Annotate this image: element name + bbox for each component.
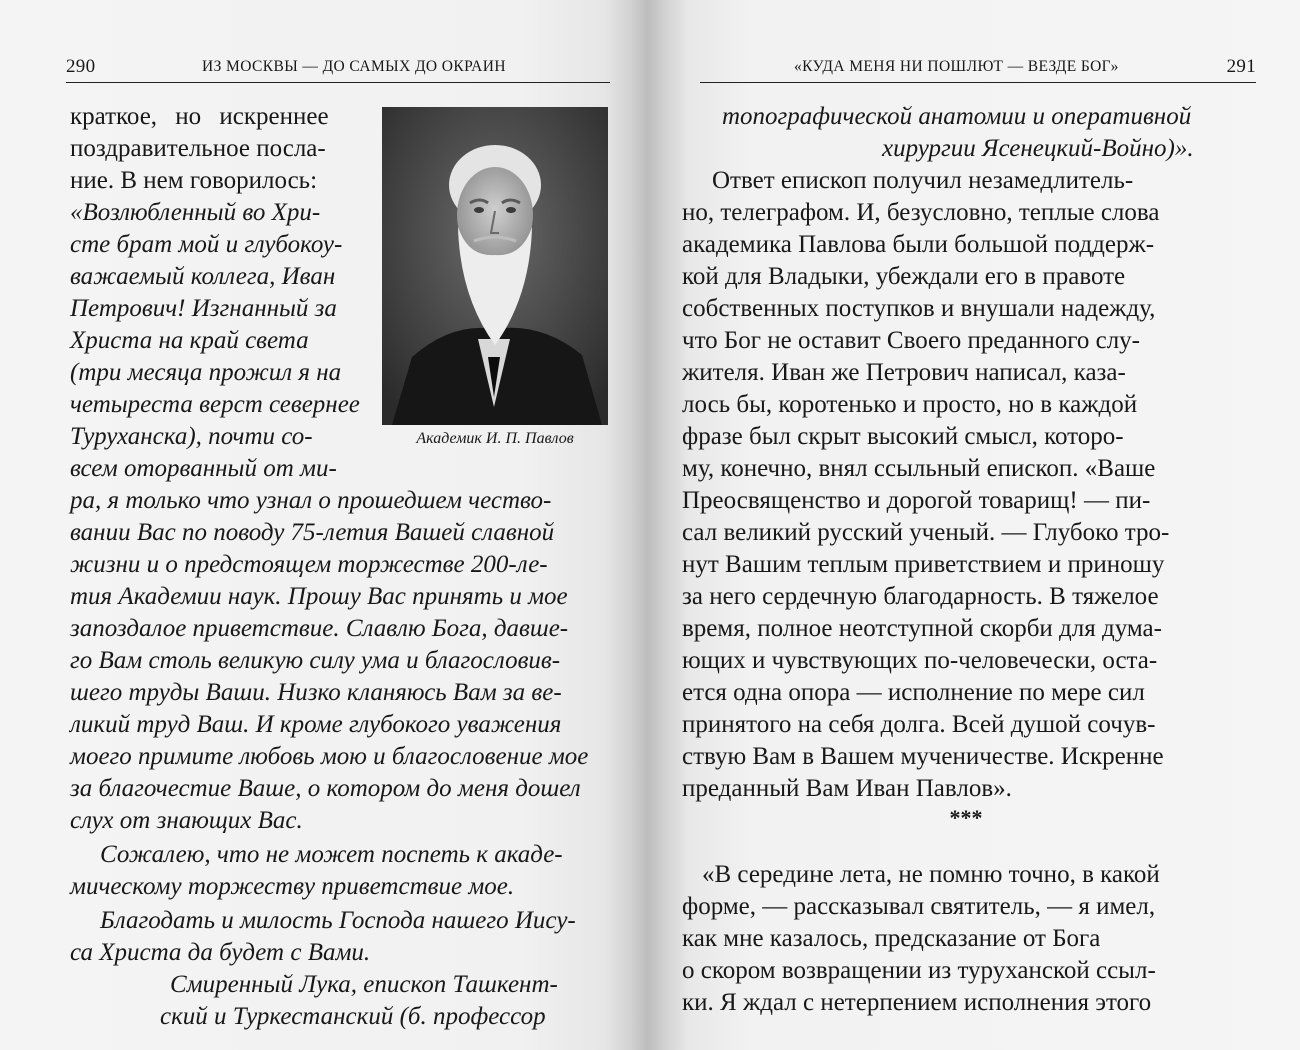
text-line: Петрович! Изгнанный за: [70, 295, 337, 322]
right-page-header: [700, 56, 1256, 83]
text-line: го Вам столь великую силу ума и благословив-: [70, 647, 561, 674]
text-line: жизни и о предстоящем торжестве 200-ле-: [70, 551, 548, 578]
text-line: но, телеграфом. И, безусловно, теплые слова: [682, 199, 1160, 226]
text-line: что Бог не оставит Своего преданного слу-: [682, 327, 1140, 354]
text-line: са Христа да будет с Вами.: [70, 939, 371, 966]
text-line: о скором возвращении из туруханской ссыл-: [682, 957, 1156, 984]
text-line: слух от знающих Вас.: [70, 807, 303, 834]
text-line: «В середине лета, не помню точно, в какой: [702, 861, 1160, 888]
text-line: Преосвященство и дорогой товарищ! — пи-: [682, 487, 1151, 514]
text-line: ки. Я ждал с нетерпением исполнения этого: [682, 989, 1152, 1016]
text-line: му, конечно, внял ссыльный епископ. «Ваше: [682, 455, 1156, 482]
text-line: преданный Вам Иван Павлов».: [682, 775, 1012, 802]
text-line: краткое, но искреннее: [70, 103, 329, 130]
portrait-illustration: [382, 107, 608, 425]
text-line: жителя. Иван же Петрович написал, каза-: [682, 359, 1126, 386]
text-line: запоздалое приветствие. Славлю Бога, давше-: [70, 615, 569, 642]
text-line: Благодать и милость Господа нашего Иису-: [100, 907, 576, 934]
text-line: ра, я только что узнал о прошедшем чество-: [70, 487, 552, 514]
text-line: Ответ епископ получил незамедлитель-: [712, 167, 1134, 194]
text-line: собственных поступков и внушали надежду,: [682, 295, 1156, 322]
text-line: ский и Туркестанский (б. профессор: [160, 1003, 546, 1030]
portrait-photo: [382, 107, 608, 425]
text-line: (три месяца прожил я на: [70, 359, 342, 386]
text-line: ющих и чувствующих по-человечески, оста-: [682, 647, 1158, 674]
text-line: Сожалею, что не может поспеть к акаде-: [100, 841, 563, 868]
text-line: принятого на себя долга. Всей душой сочув-: [682, 711, 1156, 738]
text-line: ликий труд Ваш. И кроме глубокого уважения: [70, 711, 562, 738]
text-line: нут Вашим теплым приветствием и приношу: [682, 551, 1165, 578]
text-line: сте брат мой и глубокоу-: [70, 231, 343, 258]
text-line: сал великий русский ученый. — Глубоко тро-: [682, 519, 1170, 546]
text-line: четыреста верст севернее: [70, 391, 360, 418]
text-line: моего примите любовь мою и благословение мое: [70, 743, 589, 770]
running-head: ИЗ МОСКВЫ — ДО САМЫХ ДО ОКРАИН: [202, 58, 506, 75]
text-line: Христа на край света: [70, 327, 309, 354]
text-line: за благочестие Ваше, о котором до меня дошел: [70, 775, 581, 802]
text-line: тия Академии наук. Прошу Вас принять и мое: [70, 583, 568, 610]
left-page-header: [66, 56, 610, 83]
text-line: кой для Владыки, убеждали его в правоте: [682, 263, 1126, 290]
text-line: Туруханска), почти со-: [70, 423, 313, 450]
text-line: вании Вас по поводу 75-летия Вашей славной: [70, 519, 555, 546]
text-line: ется одна опора — исполнение по мере сил: [682, 679, 1145, 706]
text-line: как мне казалось, предсказание от Бога: [682, 925, 1101, 952]
photo-caption: Академик И. П. Павлов: [416, 430, 574, 447]
text-line: важаемый коллега, Иван: [70, 263, 336, 290]
text-line: фразе был скрыт высокий смысл, которо-: [682, 423, 1124, 450]
text-line: шего труды Ваши. Низко кланяюсь Вам за ве-: [70, 679, 562, 706]
text-line: ние. В нем говорилось:: [70, 167, 318, 194]
text-line: Смиренный Лука, епископ Ташкент-: [170, 971, 558, 998]
right-page: [660, 0, 1300, 1050]
running-head: «КУДА МЕНЯ НИ ПОШЛЮТ — ВЕЗДЕ БОГ»: [794, 58, 1119, 75]
text-line: всем оторванный от ми-: [70, 455, 337, 482]
text-line: ствую Вам в Вашем мученичестве. Искренне: [682, 743, 1164, 770]
text-line: хирургии Ясенецкий-Войно)».: [882, 135, 1194, 162]
text-line: время, полное неотступной скорби для дума-: [682, 615, 1162, 642]
left-page: [0, 0, 640, 1050]
text-line: лось бы, коротенько и просто, но в каждой: [682, 391, 1138, 418]
text-line: поздравительное посла-: [70, 135, 326, 162]
section-separator: ***: [949, 805, 983, 830]
text-line: форме, — рассказывал святитель, — я имел,: [682, 893, 1156, 920]
text-line: «Возлюбленный во Хри-: [70, 199, 321, 226]
page-number: 290: [66, 56, 96, 77]
text-line: академика Павлова были большой поддерж-: [682, 231, 1155, 258]
text-line: за него сердечную благодарность. В тяжелое: [682, 583, 1159, 610]
text-line: топографической анатомии и оперативной: [722, 103, 1192, 130]
text-line: мическому торжеству приветствие мое.: [70, 873, 515, 900]
page-number: 291: [1226, 56, 1256, 77]
